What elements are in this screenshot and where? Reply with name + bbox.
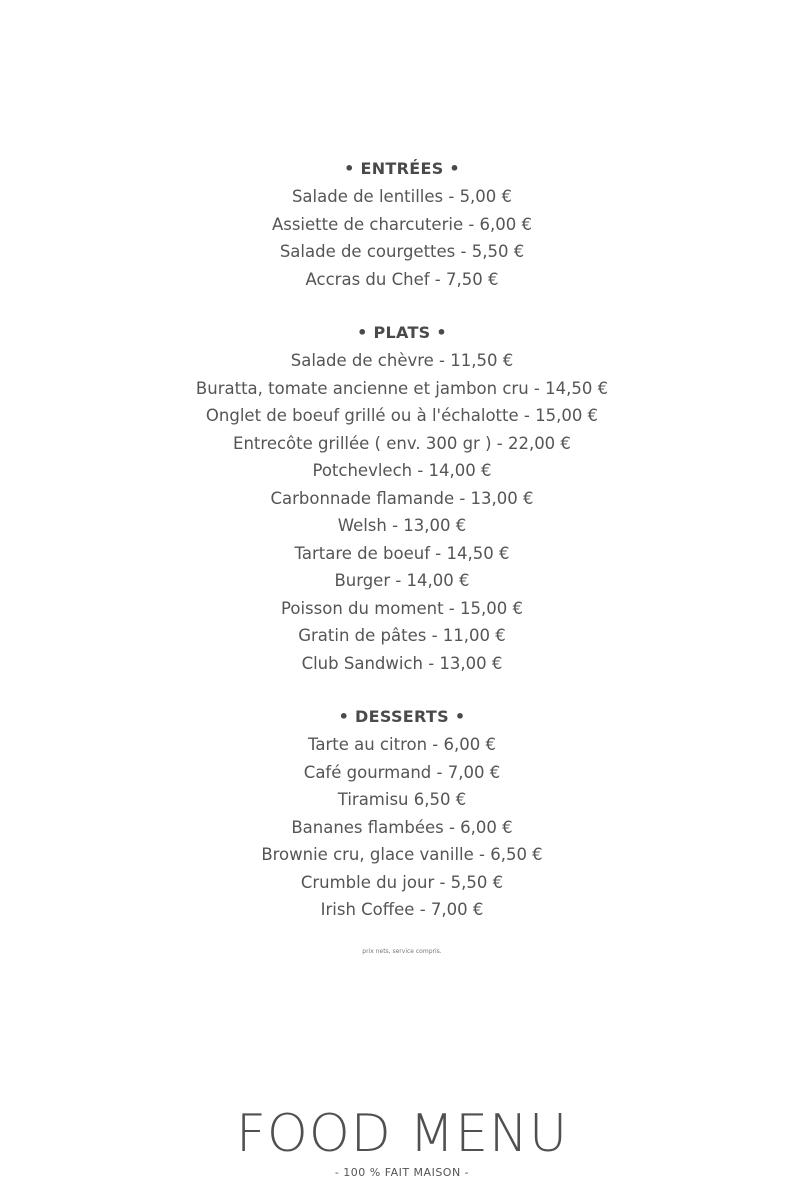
menu-item: Tarte au citron - 6,00 €	[308, 735, 496, 754]
menu-item: Salade de chèvre - 11,50 €	[290, 351, 514, 370]
menu-tagline: - 100 % FAIT MAISON -	[334, 1166, 470, 1179]
section-title: • DESSERTS •	[338, 707, 466, 726]
menu-item: Café gourmand - 7,00 €	[303, 762, 501, 782]
menu-item: Carbonnade flamande - 13,00 €	[270, 488, 534, 508]
menu-item: Salade de courgettes - 5,50 €	[279, 242, 525, 261]
menu-item: Assiette de charcuterie - 6,00 €	[271, 214, 533, 234]
menu-list	[0, 155, 804, 950]
menu-item: Tiramisu 6,50 €	[337, 790, 467, 809]
section-plats	[0, 319, 804, 677]
price-note: prix nets, service compris.	[362, 948, 442, 955]
menu-item: Onglet de boeuf grillé ou à l'échalotte - 15,00 €	[205, 406, 599, 425]
section-desserts	[0, 703, 804, 924]
menu-title: FOOD MENU	[235, 1104, 569, 1164]
menu-item: Brownie cru, glace vanille - 6,50 €	[261, 845, 543, 864]
menu-item: Welsh - 13,00 €	[337, 516, 467, 535]
section-title: • ENTRÉES •	[344, 159, 460, 178]
menu-item: Salade de lentilles - 5,00 €	[291, 187, 513, 206]
menu-item: Irish Coffee - 7,00 €	[320, 900, 484, 919]
menu-item: Bananes flambées - 6,00 €	[291, 817, 513, 837]
menu-item: Poisson du moment - 15,00 €	[281, 598, 523, 618]
menu-item: Tartare de boeuf - 14,50 €	[294, 543, 510, 563]
section-title: • PLATS •	[357, 323, 447, 342]
menu-item: Club Sandwich - 13,00 €	[301, 653, 503, 673]
menu-item: Accras du Chef - 7,50 €	[305, 269, 499, 289]
menu-item: Potchevlech - 14,00 €	[312, 461, 492, 480]
menu-item: Crumble du jour - 5,50 €	[300, 872, 504, 892]
menu-item: Burger - 14,00 €	[334, 571, 470, 590]
menu-item: Buratta, tomate ancienne et jambon cru - 14,50 €	[195, 378, 609, 398]
section-entrees	[0, 155, 804, 293]
menu-item: Entrecôte grillée ( env. 300 gr ) - 22,00 €	[233, 433, 571, 453]
menu-item: Gratin de pâtes - 11,00 €	[298, 626, 506, 645]
